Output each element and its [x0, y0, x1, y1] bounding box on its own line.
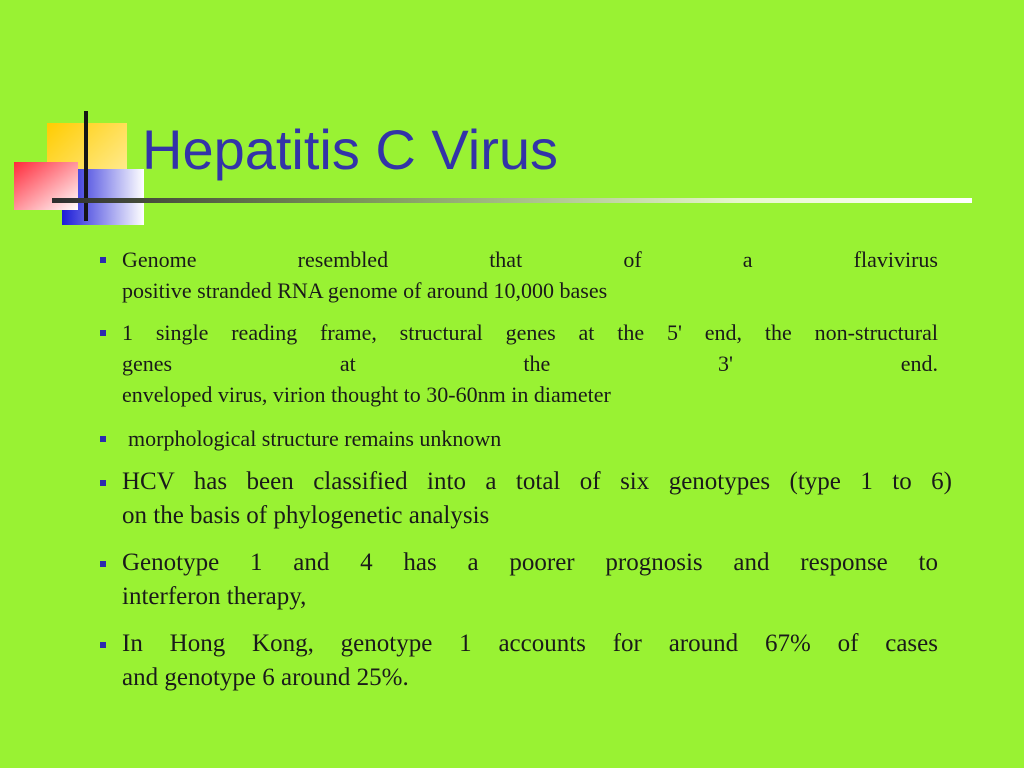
bullet-text: on the basis of phylogenetic analysis	[122, 502, 490, 529]
bullet-text: Genotype 1 and 4 has a poorer prognosis and response to	[122, 549, 938, 576]
bullet-item	[98, 465, 952, 533]
bullet-square-icon	[100, 330, 106, 336]
bullet-square-icon	[100, 257, 106, 263]
bullet-item	[98, 317, 938, 410]
bullet-text: In Hong Kong, genotype 1 accounts for around 67% of cases	[122, 630, 938, 657]
title-underline	[52, 198, 972, 203]
bullet-square-icon	[100, 480, 106, 486]
vertical-bar	[84, 111, 88, 221]
bullet-text: genes at the 3' end.	[122, 351, 938, 376]
bullet-text: positive stranded RNA genome of around 10,000 bases	[122, 278, 608, 303]
bullet-square-icon	[100, 561, 106, 567]
title-decoration	[0, 0, 160, 230]
slide-title: Hepatitis C Virus	[142, 118, 559, 181]
bullet-text: and genotype 6 around 25%.	[122, 664, 409, 691]
bullet-item	[98, 423, 938, 454]
bullet-text: morphological structure remains unknown	[128, 426, 502, 451]
bullet-text: 1 single reading frame, structural genes at the 5' end, the non-structural	[122, 320, 938, 345]
bullet-square-icon	[100, 642, 106, 648]
bullet-item	[98, 627, 938, 695]
bullet-list	[98, 244, 952, 695]
bullet-square-icon	[100, 436, 106, 442]
bullet-item	[98, 244, 938, 306]
bullet-item	[98, 546, 938, 614]
bullet-text: Genome resembled that of a flavivirus	[122, 247, 938, 272]
bullet-text: HCV has been classified into a total of six genotypes (type 1 to 6)	[122, 468, 952, 495]
bullet-text: interferon therapy,	[122, 583, 307, 610]
bullet-text: enveloped virus, virion thought to 30-60nm in diameter	[122, 382, 611, 407]
